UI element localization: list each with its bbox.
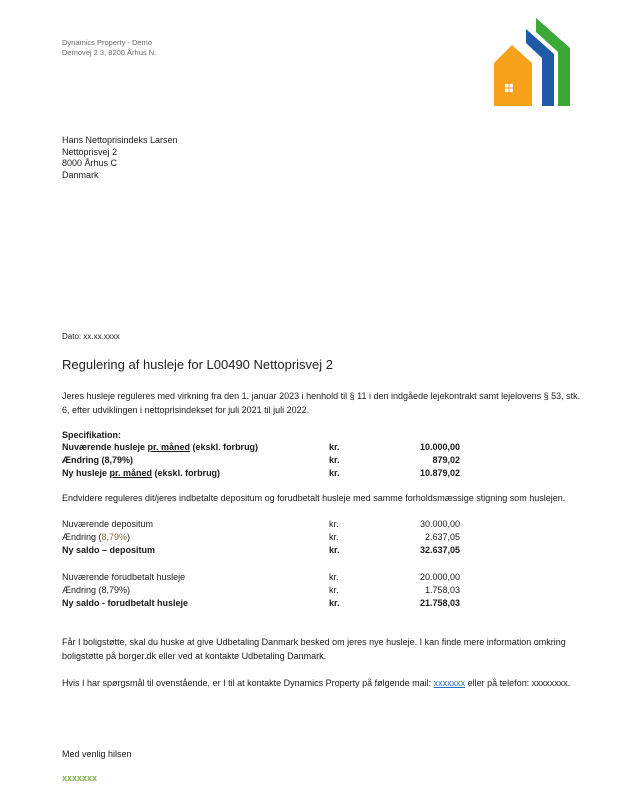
deposit-paragraph: Endvidere reguleres dit/jeres indbetalte depositum og forudbetalt husleje med samme forholdsmæssige stigning som huslejen. xyxy=(62,493,566,503)
row-amount: 10.879,02 xyxy=(419,468,460,478)
row-currency: kr. xyxy=(329,532,339,542)
row-label: Ændring (8,79%) xyxy=(62,585,131,595)
house-logo-icon xyxy=(492,18,570,106)
row-amount: 20.000,00 xyxy=(419,572,460,582)
intro-paragraph: Jeres husleje reguleres med virkning fra den 1. januar 2023 i henhold til § 11 i den indgåede lejekontrakt samt lejelovens § 53, stk. 6, efter udviklingen i nettoprisindekset for juli 2021 til juli 2022. xyxy=(62,391,581,415)
signer-name: xxxxxxx xyxy=(62,773,98,783)
recipient-name: Hans Nettoprisindeks Larsen xyxy=(62,135,178,145)
table-row xyxy=(62,597,482,610)
table-row xyxy=(62,467,482,480)
row-label: Nuværende forudbetalt husleje xyxy=(62,572,186,582)
rent-specification-table xyxy=(62,441,482,480)
row-currency: kr. xyxy=(329,519,339,529)
table-row xyxy=(62,531,482,544)
row-currency: kr. xyxy=(329,442,340,452)
row-currency: kr. xyxy=(329,572,339,582)
email-link[interactable]: xxxxxxx xyxy=(433,678,466,688)
row-label: Ny saldo – depositum xyxy=(62,545,156,555)
specification-label: Specifikation: xyxy=(62,430,122,440)
table-row xyxy=(62,544,482,557)
row-amount: 10.000,00 xyxy=(419,442,460,452)
closing-greeting: Med venlig hilsen xyxy=(62,749,132,759)
recipient-address xyxy=(62,135,178,181)
row-amount: 21.758,03 xyxy=(419,598,460,608)
row-currency: kr. xyxy=(329,545,340,555)
row-currency: kr. xyxy=(329,455,340,465)
deposit-table xyxy=(62,518,482,557)
letter-title: Regulering af husleje for L00490 Nettoprisvej 2 xyxy=(62,357,334,372)
sender-address: Demovej 2 3, 8200 Århus N. xyxy=(62,48,157,57)
row-label: Ændring (8,79%) xyxy=(62,455,134,465)
table-row xyxy=(62,584,482,597)
row-label: Ny saldo - forudbetalt husleje xyxy=(62,598,189,608)
contact-paragraph: Hvis I har spørgsmål til ovenstående, er I til at kontakte Dynamics Property på følgende mail: xxxxxxx eller på telefon: xxxxxxxx. xyxy=(62,678,571,688)
row-label: Ny husleje pr. måned (ekskl. forbrug) xyxy=(62,468,221,478)
row-currency: kr. xyxy=(329,598,340,608)
sender-company: Dynamics Property - Demo xyxy=(62,38,153,47)
row-amount: 1.758,03 xyxy=(424,585,460,595)
recipient-city: 8000 Århus C xyxy=(62,158,118,168)
row-label: Nuværende depositum xyxy=(62,519,154,529)
row-currency: kr. xyxy=(329,585,339,595)
table-row xyxy=(62,454,482,467)
table-row xyxy=(62,518,482,531)
recipient-street: Nettoprisvej 2 xyxy=(62,146,118,157)
row-amount: 2.637,05 xyxy=(424,532,460,542)
sender-block xyxy=(62,38,156,58)
letter-date: Dato: xx.xx.xxxx xyxy=(62,332,120,341)
row-label: Nuværende husleje pr. måned (ekskl. forbrug) xyxy=(62,442,259,452)
row-amount: 32.637,05 xyxy=(419,545,460,555)
row-amount: 879,02 xyxy=(432,455,460,465)
housing-support-paragraph: Får I boligstøtte, skal du huske at give Udbetaling Danmark besked om jeres nye husleje. I kan finde mere information omkring boligstøtte på borger.dk eller ved at kontakte Udbetaling Danmark. xyxy=(62,637,566,661)
row-label: Ændring (8,79%) xyxy=(62,532,131,542)
prepaid-rent-table xyxy=(62,571,482,610)
recipient-country: Danmark xyxy=(62,169,99,180)
table-row xyxy=(62,441,482,454)
row-currency: kr. xyxy=(329,468,340,478)
row-amount: 30.000,00 xyxy=(419,519,460,529)
table-row xyxy=(62,571,482,584)
